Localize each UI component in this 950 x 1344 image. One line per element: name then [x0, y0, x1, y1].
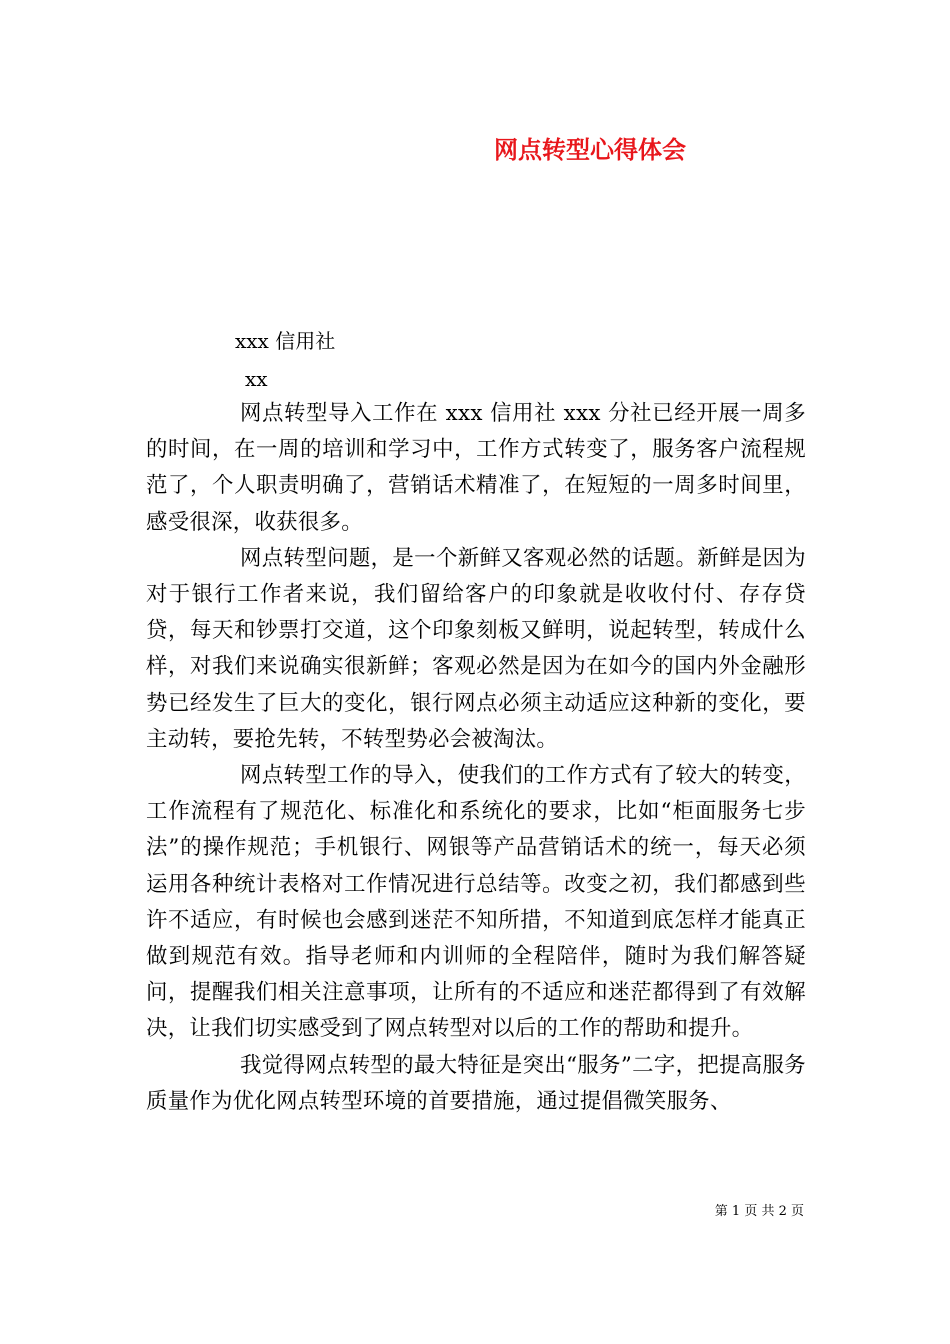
author-name: xx: [245, 367, 268, 391]
paragraph: 网点转型导入工作在 xxx 信用社 xxx 分社已经开展一周多的时间，在一周的培训和学习中，工作方式转变了，服务客户流程规范了，个人职责明确了，营销话术精准了，在短短的一周多时间里，感受很深，收获很多。: [146, 401, 806, 535]
paragraph: 网点转型问题，是一个新鲜又客观必然的话题。新鲜是因为对于银行工作者来说，我们留给客户的印象就是收收付付、存存贷贷，每天和钞票打交道，这个印象刻板又鲜明，说起转型，转成什么样，对我们来说确实很新鲜；客观必然是因为在如今的国内外金融形势已经发生了巨大的变化，银行网点必须主动适应这种新的变化，要主动转，要抢先转，不转型势必会被淘汰。: [146, 545, 806, 752]
page-footer: 第 1 页 共 2 页: [714, 1204, 804, 1219]
organization-name: xxx 信用社: [235, 329, 336, 353]
paragraph: 我觉得网点转型的最大特征是突出“服务”二字，把提高服务质量作为优化网点转型环境的首要措施，通过提倡微笑服务、: [146, 1052, 806, 1114]
document-title: 网点转型心得体会: [494, 135, 686, 164]
paragraph: 网点转型工作的导入，使我们的工作方式有了较大的转变，工作流程有了规范化、标准化和系统化的要求，比如“柜面服务七步法”的操作规范；手机银行、网银等产品营销话术的统一，每天必须运用各种统计表格对工作情况进行总结等。改变之初，我们都感到些许不适应，有时候也会感到迷茫不知所措，不知道到底怎样才能真正做到规范有效。指导老师和内训师的全程陪伴，随时为我们解答疑问，提醒我们相关注意事项，让所有的不适应和迷茫都得到了有效解决，让我们切实感受到了网点转型对以后的工作的帮助和提升。: [146, 763, 806, 1042]
document-body: [146, 396, 806, 1120]
